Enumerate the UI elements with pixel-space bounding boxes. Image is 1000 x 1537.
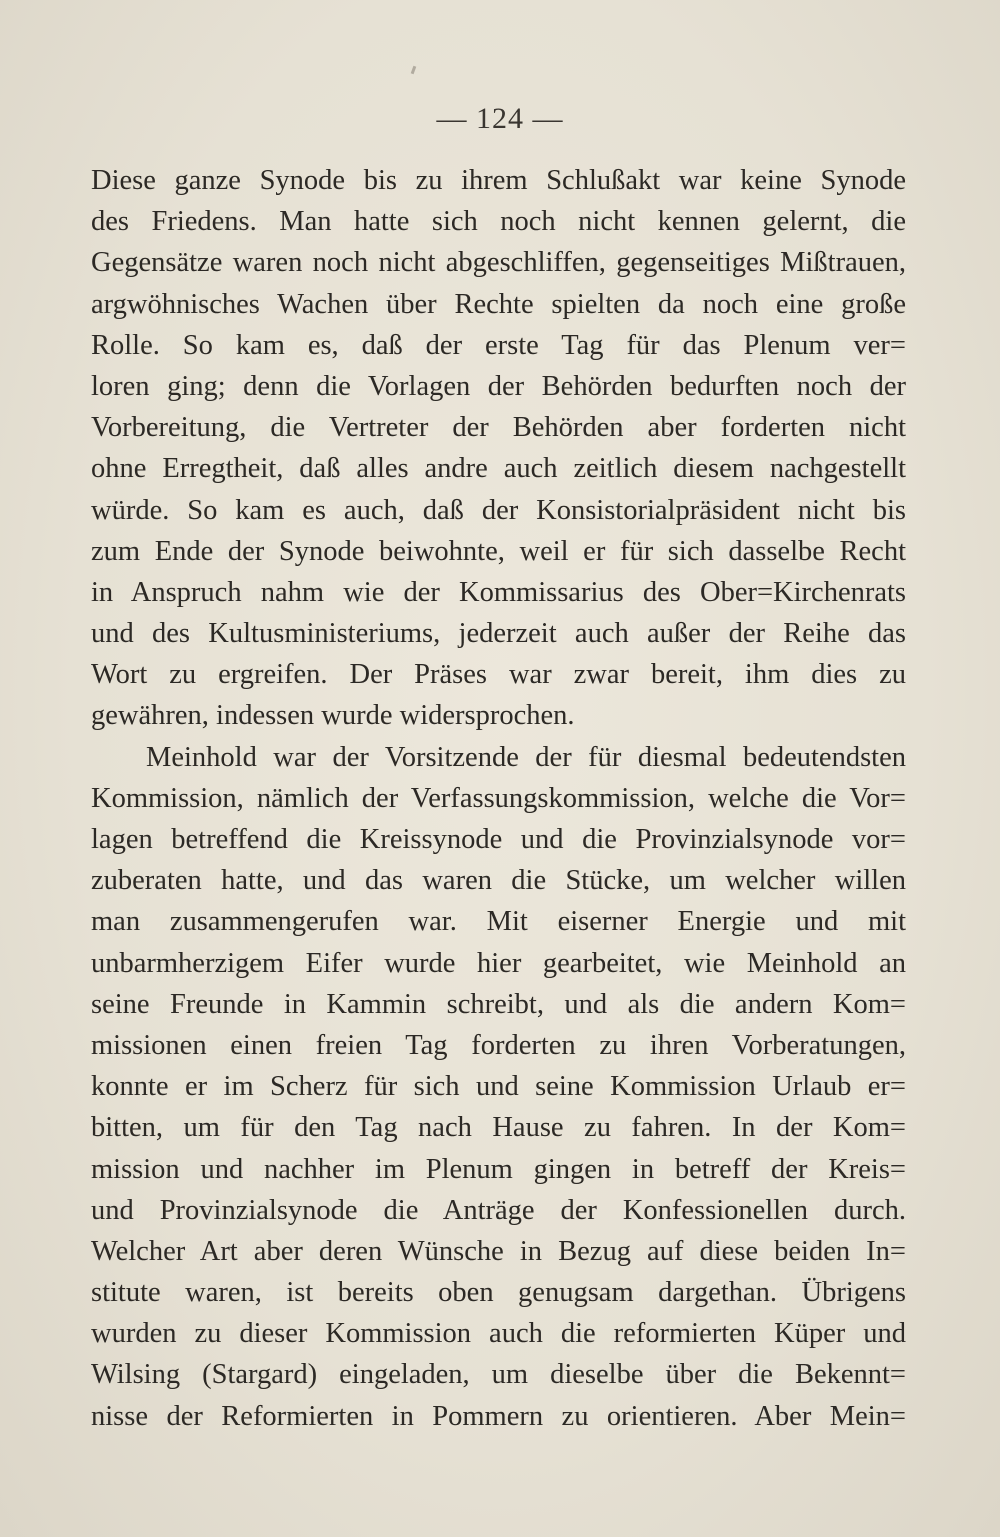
text-line: lagen betreffend die Kreissynode und die Provinzialsynode vor= — [91, 824, 906, 855]
text-line: man zusammengerufen war. Mit eiserner Energie und mit — [91, 906, 906, 938]
text-line: ohne Erregtheit, daß alles andre auch zeitlich diesem nachgestellt — [91, 453, 906, 485]
text-line: Wilsing (Stargard) eingeladen, um dieselbe über die Bekennt= — [91, 1359, 906, 1391]
text-line: zuberaten hatte, und das waren die Stücke, um welcher willen — [91, 865, 906, 897]
text-line: Welcher Art aber deren Wünsche in Bezug auf diese beiden In= — [91, 1235, 906, 1267]
text-line: zum Ende der Synode beiwohnte, weil er für sich dasselbe Recht — [91, 535, 906, 567]
paragraph-start-line: Meinhold war der Vorsitzende der für diesmal bedeutendsten — [146, 741, 906, 773]
text-line: wurden zu dieser Kommission auch die reformierten Küper und — [91, 1318, 906, 1350]
text-line: des Friedens. Man hatte sich noch nicht kennen gelernt, die — [91, 206, 906, 238]
text-line: bitten, um für den Tag nach Hause zu fahren. In der Kom= — [91, 1112, 906, 1144]
text-line: Wort zu ergreifen. Der Präses war zwar bereit, ihm dies zu — [91, 659, 906, 691]
page-number: — 124 — — [436, 102, 564, 135]
text-line: Kommission, nämlich der Verfassungskommission, welche die Vor= — [91, 782, 906, 814]
body-text — [91, 160, 906, 1437]
text-line: seine Freunde in Kammin schreibt, und als die andern Kom= — [91, 988, 906, 1020]
text-line: loren ging; denn die Vorlagen der Behörden bedurften noch der — [91, 370, 906, 402]
text-line: unbarmherzigem Eifer wurde hier gearbeitet, wie Meinhold an — [91, 947, 906, 979]
text-line: Diese ganze Synode bis zu ihrem Schlußakt war keine Synode — [91, 165, 906, 196]
text-line: und des Kultusministeriums, jederzeit auch außer der Reihe das — [91, 618, 906, 650]
text-line: nisse der Reformierten in Pommern zu orientieren. Aber Mein= — [91, 1400, 906, 1432]
text-line: Gegensätze waren noch nicht abgeschliffen, gegenseitiges Mißtrauen, — [91, 247, 906, 279]
text-line: mission und nachher im Plenum gingen in betreff der Kreis= — [91, 1153, 906, 1185]
text-line: argwöhnisches Wachen über Rechte spielten da noch eine große — [91, 288, 906, 320]
text-line: würde. So kam es auch, daß der Konsistorialpräsident nicht bis — [91, 494, 906, 526]
text-line: Rolle. So kam es, daß der erste Tag für das Plenum ver= — [91, 329, 906, 361]
text-line: und Provinzialsynode die Anträge der Konfessionellen durch. — [91, 1194, 906, 1226]
text-line: stitute waren, ist bereits oben genugsam dargethan. Übrigens — [91, 1277, 906, 1309]
text-line: Vorbereitung, die Vertreter der Behörden aber forderten nicht — [91, 412, 906, 444]
text-line: konnte er im Scherz für sich und seine Kommission Urlaub er= — [91, 1071, 906, 1103]
paragraph-end-line: gewähren, indessen wurde widersprochen. — [91, 700, 575, 732]
text-line: in Anspruch nahm wie der Kommissarius des Ober=Kirchenrats — [91, 576, 906, 608]
paper-speck — [411, 66, 417, 75]
text-line: missionen einen freien Tag forderten zu ihren Vorberatungen, — [91, 1029, 906, 1061]
